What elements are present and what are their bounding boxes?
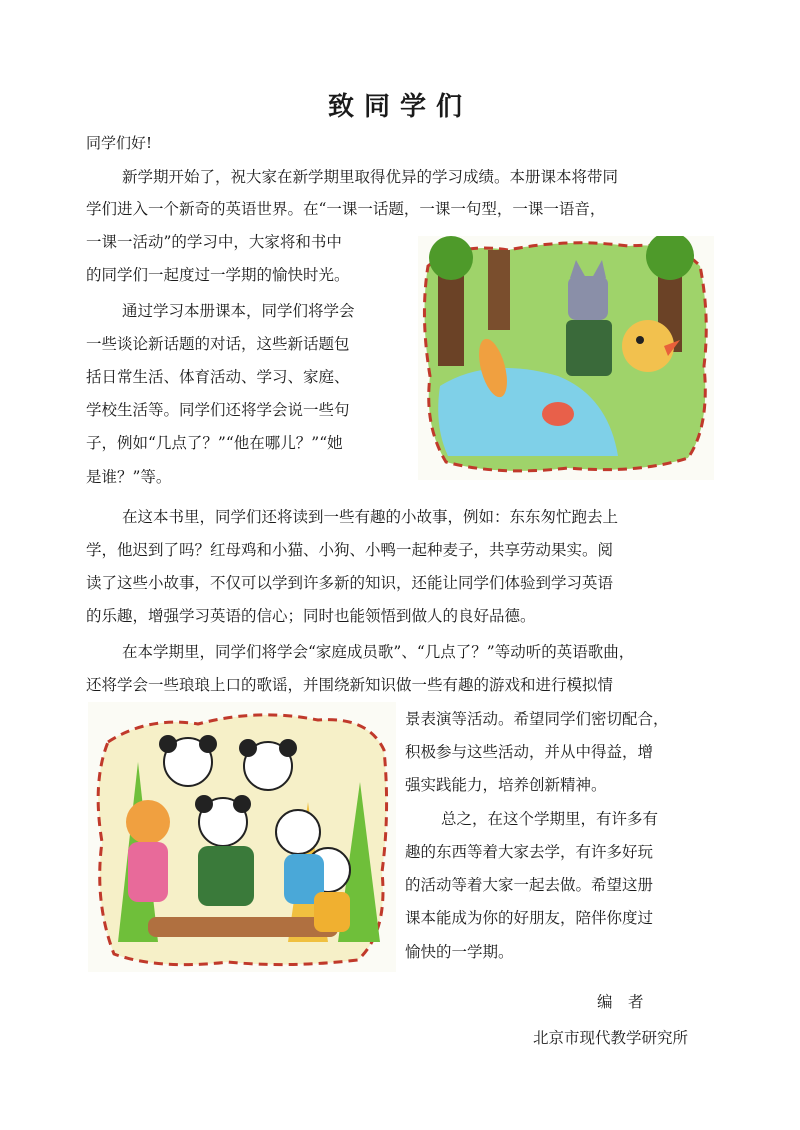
text-line: 景表演等活动。希望同学们密切配合， — [405, 710, 669, 728]
text-line: 在本学期里，同学们将学会“家庭成员歌”、“几点了？”等动听的英语歌曲， — [122, 643, 635, 661]
text-line: 积极参与这些活动，并从中得益，增 — [405, 743, 654, 761]
text-line: 愉快的一学期。 — [405, 943, 514, 961]
text-line: 在这本书里，同学们还将读到一些有趣的小故事，例如：东东匆忙跑去上 — [122, 508, 619, 526]
signature-organization: 北京市现代教学研究所 — [533, 1029, 689, 1047]
text-line: 趣的东西等着大家去学，有许多好玩 — [405, 843, 654, 861]
text-line: 还将学会一些琅琅上口的歌谣，并围绕新知识做一些有趣的游戏和进行模拟情 — [86, 676, 614, 694]
text-line: 的乐趣，增强学习英语的信心；同时也能领悟到做人的良好品德。 — [86, 607, 536, 625]
text-line: 总之，在这个学期里，有许多有 — [441, 810, 659, 828]
text-line: 是谁？”等。 — [86, 468, 172, 486]
signature-role: 编 者 — [597, 993, 644, 1011]
illustration-forest-pond — [418, 236, 714, 480]
text-line: 课本能成为你的好朋友，陪伴你度过 — [405, 909, 654, 927]
text-line: 新学期开始了，祝大家在新学期里取得优异的学习成绩。本册课本将带同 — [122, 168, 619, 186]
text-line: 学校生活等。同学们还将学会说一些句 — [86, 401, 350, 419]
text-line: 学们进入一个新奇的英语世界。在“一课一话题，一课一句型，一课一语音， — [86, 200, 606, 218]
greeting: 同学们好! — [86, 134, 153, 152]
text-line: 括日常生活、体育活动、学习、家庭、 — [86, 368, 350, 386]
text-line: 学，他迟到了吗？红母鸡和小猫、小狗、小鸭一起种麦子，共享劳动果实。阅 — [86, 541, 614, 559]
text-line: 一些谈论新话题的对话，这些新话题包 — [86, 335, 350, 353]
text-line: 强实践能力，培养创新精神。 — [405, 776, 607, 794]
illustration-panda-friends — [88, 702, 396, 972]
text-line: 子，例如“几点了？”“他在哪儿？”“她 — [86, 434, 343, 452]
text-line: 通过学习本册课本，同学们将学会 — [122, 302, 355, 320]
page-title: 致同学们 — [327, 92, 472, 122]
text-line: 读了这些小故事，不仅可以学到许多新的知识，还能让同学们体验到学习英语 — [86, 574, 614, 592]
text-line: 的活动等着大家一起去做。希望这册 — [405, 876, 654, 894]
text-line: 一课一活动”的学习中，大家将和书中 — [86, 233, 342, 251]
text-line: 的同学们一起度过一学期的愉快时光。 — [86, 266, 350, 284]
